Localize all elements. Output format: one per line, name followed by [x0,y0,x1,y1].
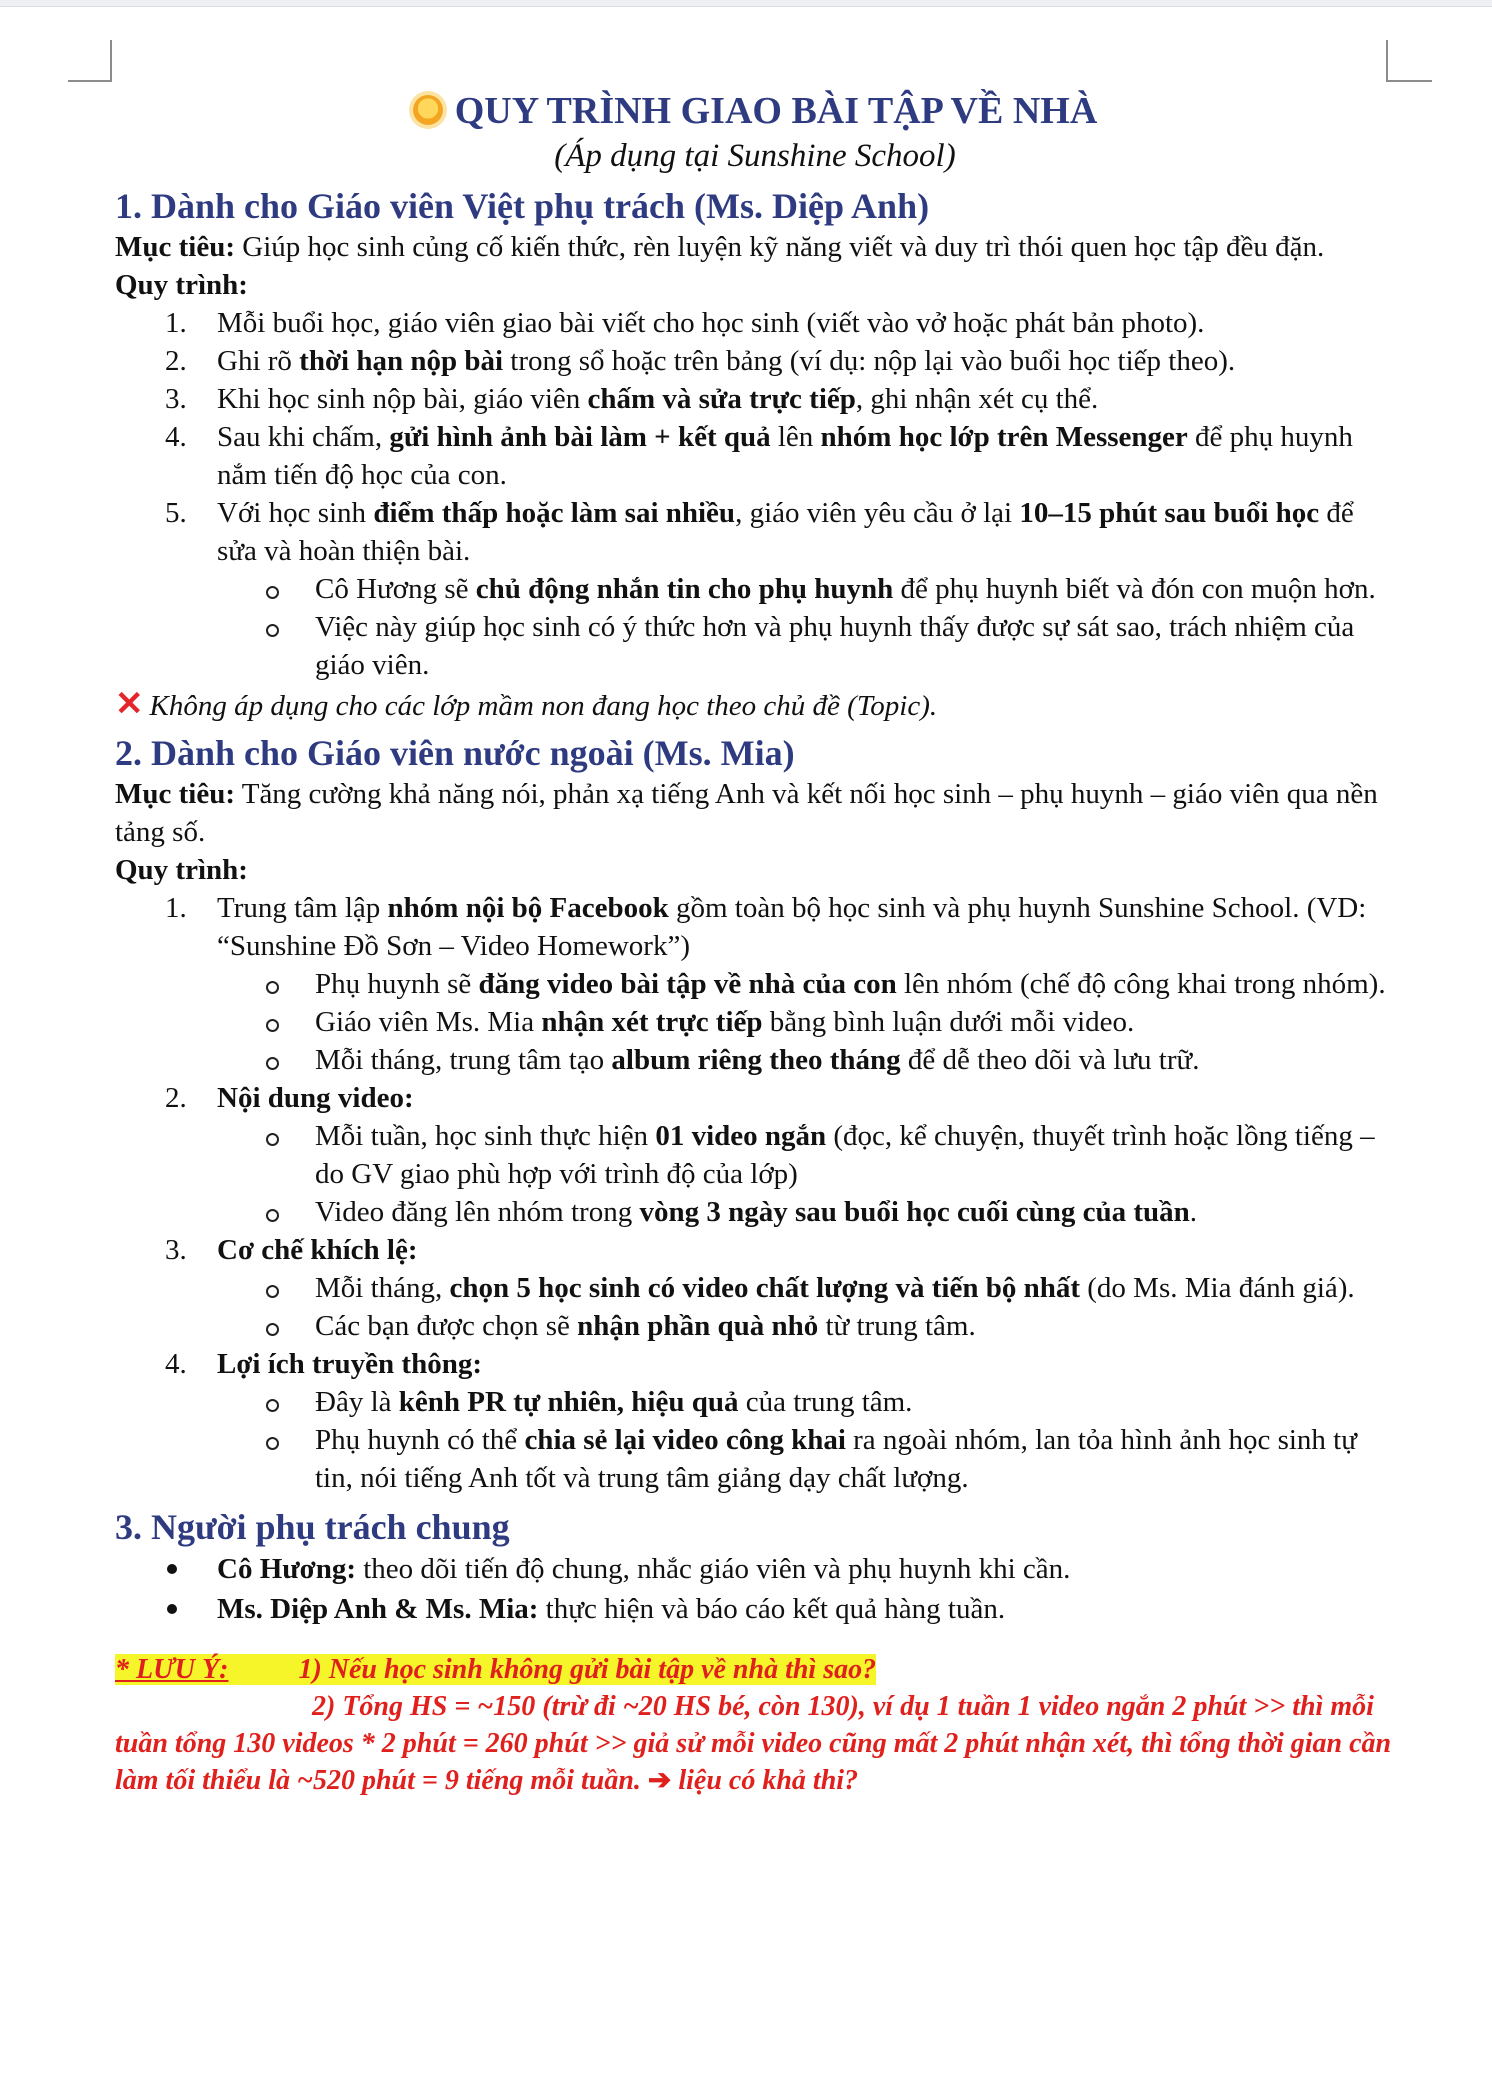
circle-bullet-icon [266,1323,279,1336]
section1-step-1: 1. Mỗi buổi học, giáo viên giao bài viết cho học sinh (viết vào vở hoặc phát bản photo). [115,304,1395,342]
circle-bullet-icon [266,586,279,599]
section2-step-4-sub-1: Đây là kênh PR tự nhiên, hiệu quả của trung tâm. [115,1383,1395,1421]
bullet-dot-icon [167,1564,177,1574]
section2-step-1-sub-1: Phụ huynh sẽ đăng video bài tập về nhà của con lên nhóm (chế độ công khai trong nhóm). [115,965,1395,1003]
circle-bullet-icon [266,1057,279,1070]
luu-y-note [115,1651,1395,1799]
section3-bullet-2: Ms. Diệp Anh & Ms. Mia: thực hiện và báo cáo kết quả hàng tuần. [115,1589,1395,1629]
section2-step-3-sub-1: Mỗi tháng, chọn 5 học sinh có video chất lượng và tiến bộ nhất (do Ms. Mia đánh giá). [115,1269,1395,1307]
step-number: 3. [165,383,187,415]
step-number: 1. [165,892,187,924]
section2-step-3-sub-2: Các bạn được chọn sẽ nhận phần quà nhỏ từ trung tâm. [115,1307,1395,1345]
step-number: 1. [165,307,187,339]
step-number: 4. [165,421,187,453]
circle-bullet-icon [266,1399,279,1412]
step-number: 2. [165,345,187,377]
section2-process-label: Quy trình: [115,854,248,886]
section2-step-4: 4. Lợi ích truyền thông: [115,1345,1395,1383]
section2-step-1-sub-2: Giáo viên Ms. Mia nhận xét trực tiếp bằng bình luận dưới mỗi video. [115,1003,1395,1041]
circle-bullet-icon [266,624,279,637]
arrow-right-icon: ➔ [647,1765,672,1796]
section2-heading: 2. Dành cho Giáo viên nước ngoài (Ms. Mia) [115,733,795,773]
section1-process-label: Quy trình: [115,269,248,301]
section2-steps [115,889,1395,1497]
circle-bullet-icon [266,1437,279,1450]
document-subtitle: (Áp dụng tại Sunshine School) [554,138,956,174]
section2-step-1-sub-3: Mỗi tháng, trung tâm tạo album riêng theo tháng để dễ theo dõi và lưu trữ. [115,1041,1395,1079]
luu-y-line2: 2) Tổng HS = ~150 (trừ đi ~20 HS bé, còn 130), ví dụ 1 tuần 1 video ngắn 2 phút >> thì mỗi tuần tổng 130 videos * 2 phút = 260 phút >> giả sử mỗi video cũng mất 2 phút nhận xét, thì tổng thời gian cần làm tối thiểu là ~520 phút = 9 tiếng mỗi tuần. ➔ liệu có khả thi? [115,1691,1392,1796]
step-number: 3. [165,1234,187,1266]
cross-mark-icon: ✕ [115,686,144,723]
bullet-dot-icon [167,1604,177,1614]
section1-step-5-sub-1: Cô Hương sẽ chủ động nhắn tin cho phụ huynh để phụ huynh biết và đón con muộn hơn. [115,570,1395,608]
section1-step-3: 3. Khi học sinh nộp bài, giáo viên chấm và sửa trực tiếp, ghi nhận xét cụ thể. [115,380,1395,418]
document-top-toolbar-strip [0,0,1492,7]
section1-step-2: 2. Ghi rõ thời hạn nộp bài trong sổ hoặc trên bảng (ví dụ: nộp lại vào buổi học tiếp theo). [115,342,1395,380]
circle-bullet-icon [266,1133,279,1146]
section1-step-4: 4. Sau khi chấm, gửi hình ảnh bài làm + kết quả lên nhóm học lớp trên Messenger để phụ huynh nắm tiến độ học của con. [115,418,1395,494]
section2-step-4-sub-2: Phụ huynh có thể chia sẻ lại video công khai ra ngoài nhóm, lan tỏa hình ảnh học sinh tự tin, nói tiếng Anh tốt và trung tâm giảng dạy chất lượng. [115,1421,1395,1497]
section3-heading: 3. Người phụ trách chung [115,1507,510,1547]
section3-bullets [115,1549,1395,1629]
luu-y-line1: * LƯU Ý: 1) Nếu học sinh không gửi bài tập về nhà thì sao? [115,1654,877,1685]
sun-icon [413,95,443,125]
section1-step-5-sub-2: Việc này giúp học sinh có ý thức hơn và phụ huynh thấy được sự sát sao, trách nhiệm của giáo viên. [115,608,1395,684]
section1-heading: 1. Dành cho Giáo viên Việt phụ trách (Ms. Diệp Anh) [115,186,930,226]
circle-bullet-icon [266,1285,279,1298]
step-number: 4. [165,1348,187,1380]
circle-bullet-icon [266,1209,279,1222]
section2-step-2: 2. Nội dung video: [115,1079,1395,1117]
section2-step-2-sub-1: Mỗi tuần, học sinh thực hiện 01 video ngắn (đọc, kể chuyện, thuyết trình hoặc lồng tiếng – do GV giao phù hợp với trình độ của lớp) [115,1117,1395,1193]
section1-note: ✕ Không áp dụng cho các lớp mầm non đang học theo chủ đề (Topic). [115,686,938,723]
section2-goal: Mục tiêu: Tăng cường khả năng nói, phản xạ tiếng Anh và kết nối học sinh – phụ huynh – giáo viên qua nền tảng số. [115,778,1378,848]
section1-step-5: 5. Với học sinh điểm thấp hoặc làm sai nhiều, giáo viên yêu cầu ở lại 10–15 phút sau buổi học để sửa và hoàn thiện bài. [115,494,1395,570]
step-number: 2. [165,1082,187,1114]
document-page [115,80,1395,1799]
document-title: QUY TRÌNH GIAO BÀI TẬP VỀ NHÀ [115,88,1395,134]
section1-steps [115,304,1395,684]
step-number: 5. [165,497,187,529]
section1-goal: Mục tiêu: Giúp học sinh củng cố kiến thức, rèn luyện kỹ năng viết và duy trì thói quen học tập đều đặn. [115,231,1325,263]
section2-step-2-sub-2: Video đăng lên nhóm trong vòng 3 ngày sau buổi học cuối cùng của tuần. [115,1193,1395,1231]
section3-bullet-1: Cô Hương: theo dõi tiến độ chung, nhắc giáo viên và phụ huynh khi cần. [115,1549,1395,1589]
circle-bullet-icon [266,1019,279,1032]
section2-step-1: 1. Trung tâm lập nhóm nội bộ Facebook gồm toàn bộ học sinh và phụ huynh Sunshine School. (VD: “Sunshine Đồ Sơn – Video Homework”) [115,889,1395,965]
section2-step-3: 3. Cơ chế khích lệ: [115,1231,1395,1269]
circle-bullet-icon [266,981,279,994]
